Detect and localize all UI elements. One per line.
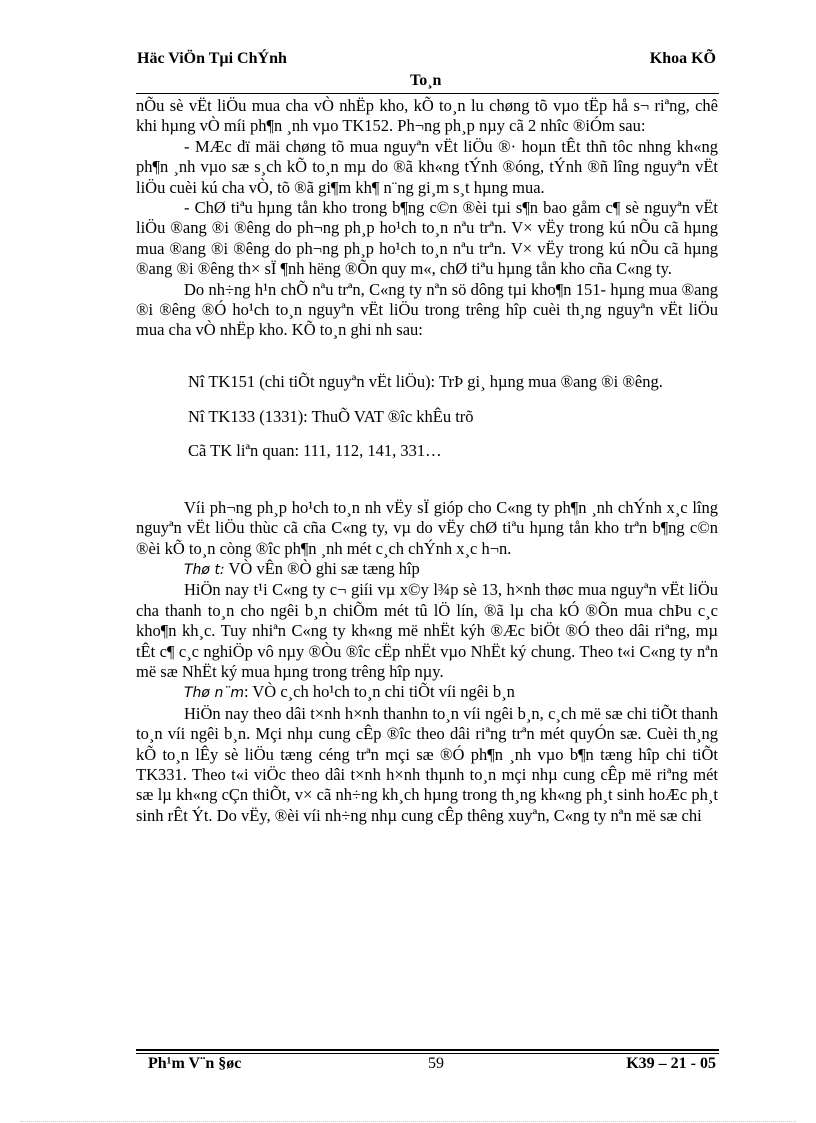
footer-rule-thin (136, 1053, 719, 1054)
header-institution: Häc ViÖn Tµi ChÝnh (137, 50, 287, 67)
footer-page-number: 59 (428, 1055, 444, 1072)
header-faculty-continued: To¸n (410, 72, 442, 89)
document-body (136, 96, 718, 826)
footer-rule-thick (136, 1049, 719, 1051)
entry-debit-133: Nî TK133 (1331): ThuÕ VAT ®îc khÊu trõ (188, 406, 474, 426)
paragraph-4: Do nh÷ng h¹n chÕ nªu trªn, C«ng ty nªn sö dông tµi kho¶n 151- hµng mua ®ang ®i ®êng ®Ó ho¹ch to¸n nguyªn vËt liÖu trong trêng hîp cuèi th¸ng nguyªn vËt liÖu mua cha vÒ nhËp kho. KÕ to¸n ghi nh sau: (136, 279, 718, 340)
paragraph-9: HiÖn nay theo dâi t×nh h×nh thanhn to¸n víi ngêi b¸n, c¸ch më sæ chi tiÕt thanh to¸n víi ngêi b¸n. Mçi nhµ cung cÊp ®îc theo dâi riªng trªn mét quyÓn sæ. Cuèi th¸ng kÕ to¸n lÊy sè liÖu tæng céng trªn mçi sæ ®Ó ph¶n ¸nh vµo b¶n tæng hîp chi tiÕt TK331. Theo t«i viÖc theo dâi t×nh h×nh thµnh to¸n mçi nhµ cung cÊp më riªng mét sæ lµ kh«ng cÇn thiÕt, v× cã nh÷ng kh¸ch hµng trong th¸ng kh«ng ph¸t sinh hoÆc ph¸t sinh rÊt Ýt. Do vËy, ®èi víi nh÷ng nhµ cung cÊp thêng xuyªn, C«ng ty nªn më sæ chi (136, 703, 718, 825)
header-faculty: Khoa KÕ (649, 50, 716, 67)
heading-fifth (136, 682, 718, 703)
footer-class-code: K39 – 21 - 05 (626, 1055, 716, 1072)
heading-fourth (136, 559, 718, 580)
entry-credit: Cã TK liªn quan: 111, 112, 141, 331… (188, 441, 442, 461)
heading-fourth-label: Thø t: (184, 561, 225, 578)
heading-fifth-text: : VÒ c¸ch ho¹ch to¸n chi tiÕt víi ngêi b¸n (243, 682, 515, 702)
heading-fourth-text: VÒ vÊn ®Ò ghi sæ tæng hîp (224, 558, 420, 578)
page-edge-dotted-line (20, 1121, 796, 1122)
entry-debit-151: Nî TK151 (chi tiÕt nguyªn vËt liÖu): TrÞ gi¸ hµng mua ®ang ®i ®êng. (188, 371, 663, 391)
footer-author: Ph¹m V¨n §øc (148, 1055, 242, 1072)
heading-fifth-label: Thø n¨m (184, 685, 244, 702)
paragraph-2: - MÆc dï mäi chøng tõ mua nguyªn vËt liÖu ®· hoµn tÊt thñ tôc nhng kh«ng ph¶n ¸nh vµo sæ s¸ch kÕ to¸n mµ do ®ã kh«ng tÝnh ®óng, tÝnh ®ñ lîng nguyªn vËt liÖu cuèi kú cha vÒ, tõ ®ã gi¶m kh¶ n¨ng gi¸m s¸t hµng mua. (136, 136, 718, 197)
paragraph-5: Víi ph¬ng ph¸p ho¹ch to¸n nh vËy sÏ gióp cho C«ng ty ph¶n ¸nh chÝnh x¸c lîng nguyªn vËt liÖu thùc cã cña C«ng ty, vµ do vËy chØ tiªu hµng tån kho trªn b¶ng c©n ®èi kÕ to¸n còng ®îc ph¶n ¸nh mét c¸ch chÝnh x¸c h¬n. (136, 497, 718, 558)
paragraph-7: HiÖn nay t¹i C«ng ty c¬ giíi vµ x©y l¾p sè 13, h×nh thøc mua nguyªn vËt liÖu cha thanh to¸n cho ngêi b¸n chiÕm mét tû lÖ lín, ®ã lµ cha kÓ ®Õn mua chÞu c¸c kho¶n kh¸c. Tuy nhiªn C«ng ty kh«ng më nhËt kýh ®Æc biÖt ®Ó theo dâi riªng, mµ tÊt c¶ c¸c nghiÖp vô nµy ®Òu ®îc cËp nhËt vµo NhËt ký chung. Theo t«i C«ng ty nªn më sæ NhËt ký mua hµng trong trêng hîp nµy. (136, 580, 718, 681)
paragraph-3: - ChØ tiªu hµng tån kho trong b¶ng c©n ®èi tµi s¶n bao gåm c¶ sè nguyªn vËt liÖu ®ang ®i ®êng do ph¬ng ph¸p ho¹ch to¸n nªu trªn. V× vËy trong kú nÕu cã hµng mua ®ang ®i ®êng do ph¬ng ph¸p ho¹ch to¸n nªu trªn. V× vËy trong kú nÕu cã hµng ®ang ®i ®êng th× sÏ ¶nh hëng ®Õn quy m«, chØ tiªu hµng tån kho cña C«ng ty. (136, 198, 718, 279)
paragraph-1: nÕu sè vËt liÖu mua cha vÒ nhËp kho, kÕ to¸n lu chøng tõ vµo tËp hå s¬ riªng, chê khi hµng vÒ míi ph¶n ¸nh vµo TK152. Ph¬ng ph¸p nµy cã 2 nhîc ®iÓm sau: (136, 96, 718, 136)
header-rule (136, 93, 719, 94)
